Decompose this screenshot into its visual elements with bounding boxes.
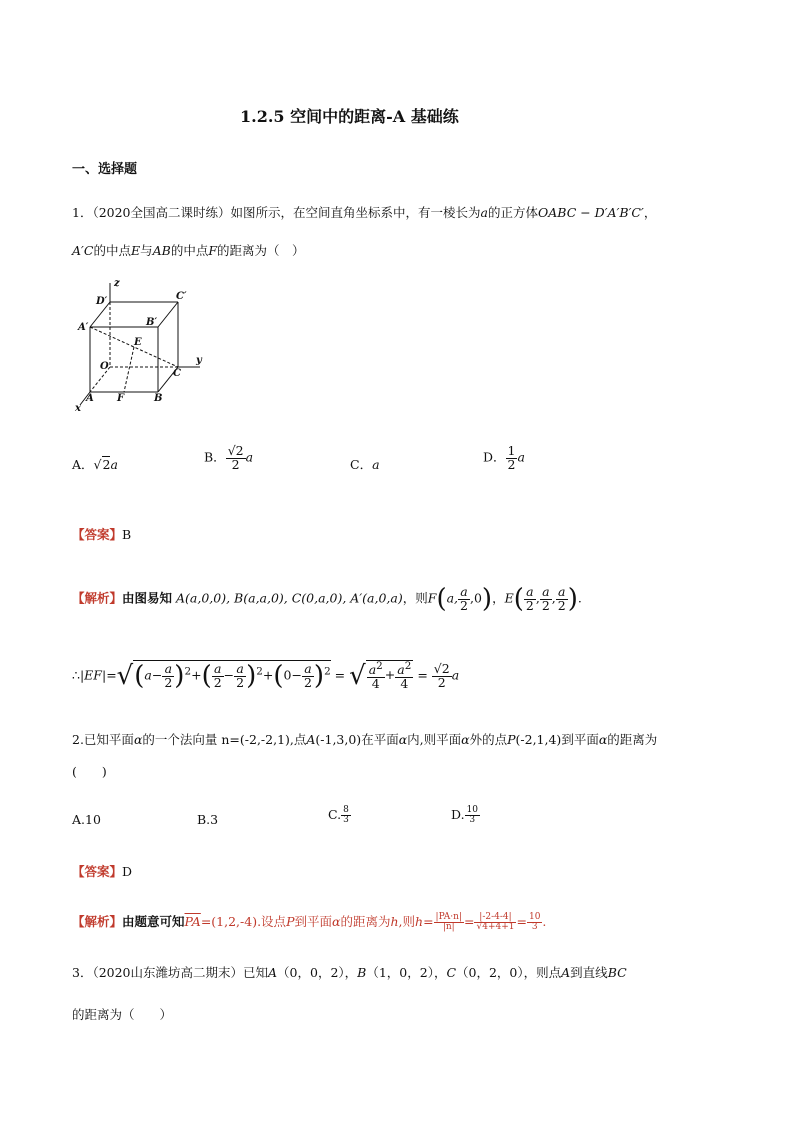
fig-label-x: x — [75, 403, 81, 414]
fig-label-B1: B′ — [146, 317, 158, 328]
q1-equation: ∴|EF|=√(a− $\frac{a}{2}$ )$^2$+( $\frac{a}{2}$ − $\frac{a}{2}$ )$^2$+(0− $\frac{a}{2}$ )$^2$ = √ $\frac{a^2}{4}$ + $\frac{a^2}{4}$ = $\frac{√2}{2}$ a — [72, 660, 460, 692]
fig-label-F: F — [117, 393, 125, 404]
q1-option-b: B． $\frac{√2}{2}$ a — [204, 443, 254, 472]
q2-stem-line2: ( ) — [72, 764, 107, 779]
fig-label-z: z — [114, 278, 120, 289]
q1-stem-line1: 1．（2020全国高二课时练）如图所示，在空间直角坐标系中，有一棱长为a的正方体OABC − D′A′B′C′， — [72, 205, 657, 220]
q2-stem-line1: 2.已知平面α的一个法向量 n=(-2,-2,1),点A(-1,3,0)在平面α内,则平面α外的点P(-2,1,4)到平面α的距离为 — [72, 732, 658, 747]
q1-stem-line2: A′C的中点E与AB的中点F的距离为（ ） — [72, 243, 305, 258]
q2-option-a: A.10 — [72, 812, 101, 827]
q1-option-d: D． $\frac{1}{2}$ a — [483, 443, 525, 472]
q2-analysis: 【解析】由题意可知$\overline{PA}=(1,2,-4)$.设点P到平面α的距离为h,则h= $\frac{|PA\cdot n|}{|n|}$ = $\frac{|-2-4-4|}{√4+4+1}$ = $\frac{10}{3}$ . — [72, 912, 547, 932]
fig-label-A: A — [86, 393, 94, 404]
fig-label-O: O — [100, 361, 109, 372]
q3-stem-line1: 3．（2020山东潍坊高二期末）已知A（0，0，2），B（1，0，2），C（0，2，0），则点A到直线BC — [72, 965, 627, 980]
fig-label-y: y — [196, 355, 202, 366]
q3-stem-line2: 的距离为（ ） — [72, 1007, 173, 1022]
fig-label-A1: A′ — [78, 322, 89, 333]
cube-figure — [72, 275, 222, 415]
q2-option-d: D. $\frac{10}{3}$ — [451, 805, 479, 825]
page-title: 1.2.5 空间中的距离-A 基础练 — [240, 107, 459, 126]
fig-label-C1: C′ — [176, 291, 187, 302]
fig-label-B: B — [154, 393, 163, 404]
q2-answer: 【答案】D — [72, 864, 133, 879]
q1-answer: 【答案】B — [72, 527, 132, 542]
q2-option-c: C. $\frac{8}{3}$ — [328, 805, 349, 825]
section-heading: 一、选择题 — [72, 162, 138, 177]
q1-option-c: C．a — [350, 457, 380, 472]
fig-label-E: E — [134, 337, 142, 348]
q1-option-a: A．√2a — [72, 457, 118, 472]
q1-analysis: 【解析】由图易知 A(a,0,0), B(a,a,0), C(0,a,0), A′(a,0,a)，则F(a, $\frac{a}{2}$ ,0)，E( $\frac{a}{2}$ , $\frac{a}{2}$ , $\frac{a}{2}$ ). — [72, 584, 582, 614]
fig-label-C: C — [173, 368, 181, 379]
q2-option-b: B.3 — [197, 812, 219, 827]
fig-label-D1: D′ — [96, 296, 108, 307]
